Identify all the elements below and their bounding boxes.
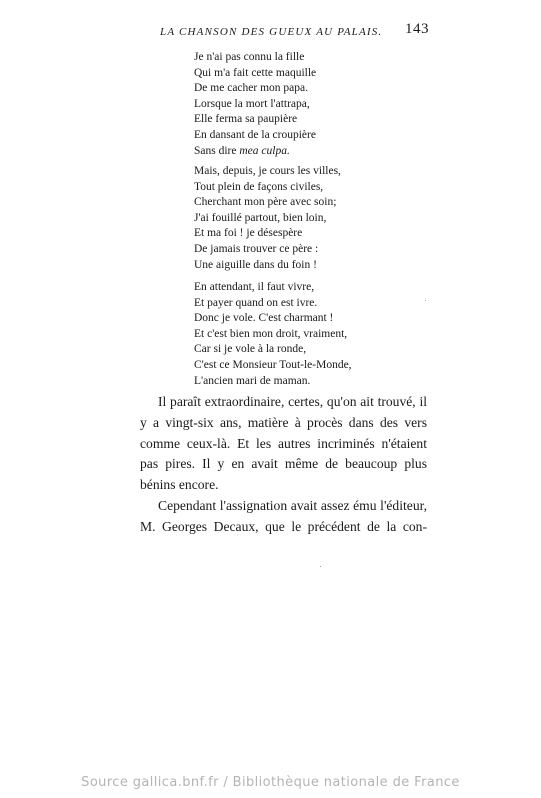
source-attribution: Source gallica.bnf.fr / Bibliothèque nationale de France (81, 775, 460, 790)
paper-speck (320, 566, 321, 567)
poem-stanza-3 (194, 280, 352, 389)
verse-line: C'est ce Monsieur Tout-le-Monde, (194, 358, 352, 371)
prose-paragraph: Cependant l'assignation avait assez ému l'éditeur, M. Georges Decaux, que le précédent de la con- (140, 497, 427, 534)
verse-line: De jamais trouver ce père : (194, 242, 319, 255)
verse-line-latin: mea culpa. (239, 144, 290, 157)
verse-line: Une aiguille dans du foin ! (194, 258, 317, 271)
verse-line: J'ai fouillé partout, bien loin, (194, 211, 327, 224)
verse-line: Qui m'a fait cette maquille (194, 66, 317, 79)
poem-stanza-2 (194, 164, 341, 273)
verse-line (194, 144, 316, 160)
verse-line: Lorsque la mort l'attrapa, (194, 97, 310, 110)
verse-line: Et payer quand on est ivre. (194, 296, 318, 309)
verse-line: De me cacher mon papa. (194, 82, 308, 95)
verse-line: Je n'ai pas connu la fille (194, 51, 305, 63)
poem-stanza-1 (194, 50, 316, 159)
page-number: 143 (405, 21, 429, 37)
verse-line: Donc je vole. C'est charmant ! (194, 312, 334, 325)
verse-line: Elle ferma sa paupière (194, 113, 298, 126)
verse-line: Et c'est bien mon droit, vraiment, (194, 327, 348, 340)
verse-line: En dansant de la croupière (194, 128, 316, 141)
verse-line: L'ancien mari de maman. (194, 374, 311, 387)
prose-body (140, 392, 427, 538)
paper-speck (425, 300, 426, 301)
verse-line: Et ma foi ! je désespère (194, 227, 303, 240)
verse-line: En attendant, il faut vivre, (194, 281, 315, 293)
verse-line: Mais, depuis, je cours les villes, (194, 165, 341, 177)
prose-paragraph: Il paraît extraordinaire, certes, qu'on ait trouvé, il y a vingt-six ans, matière à procès dans des vers comme ceux-là. Et les autres incriminés n'étaient pas pires. Il y en avait même de beaucoup plus bénins encore. (140, 394, 427, 493)
verse-line: Cherchant mon père avec soin; (194, 196, 337, 209)
verse-line: Tout plein de façons civiles, (194, 180, 324, 193)
verse-line-text: Sans dire (194, 144, 240, 157)
verse-line: Car si je vole à la ronde, (194, 343, 307, 356)
running-header: LA CHANSON DES GUEUX AU PALAIS. (160, 26, 383, 38)
